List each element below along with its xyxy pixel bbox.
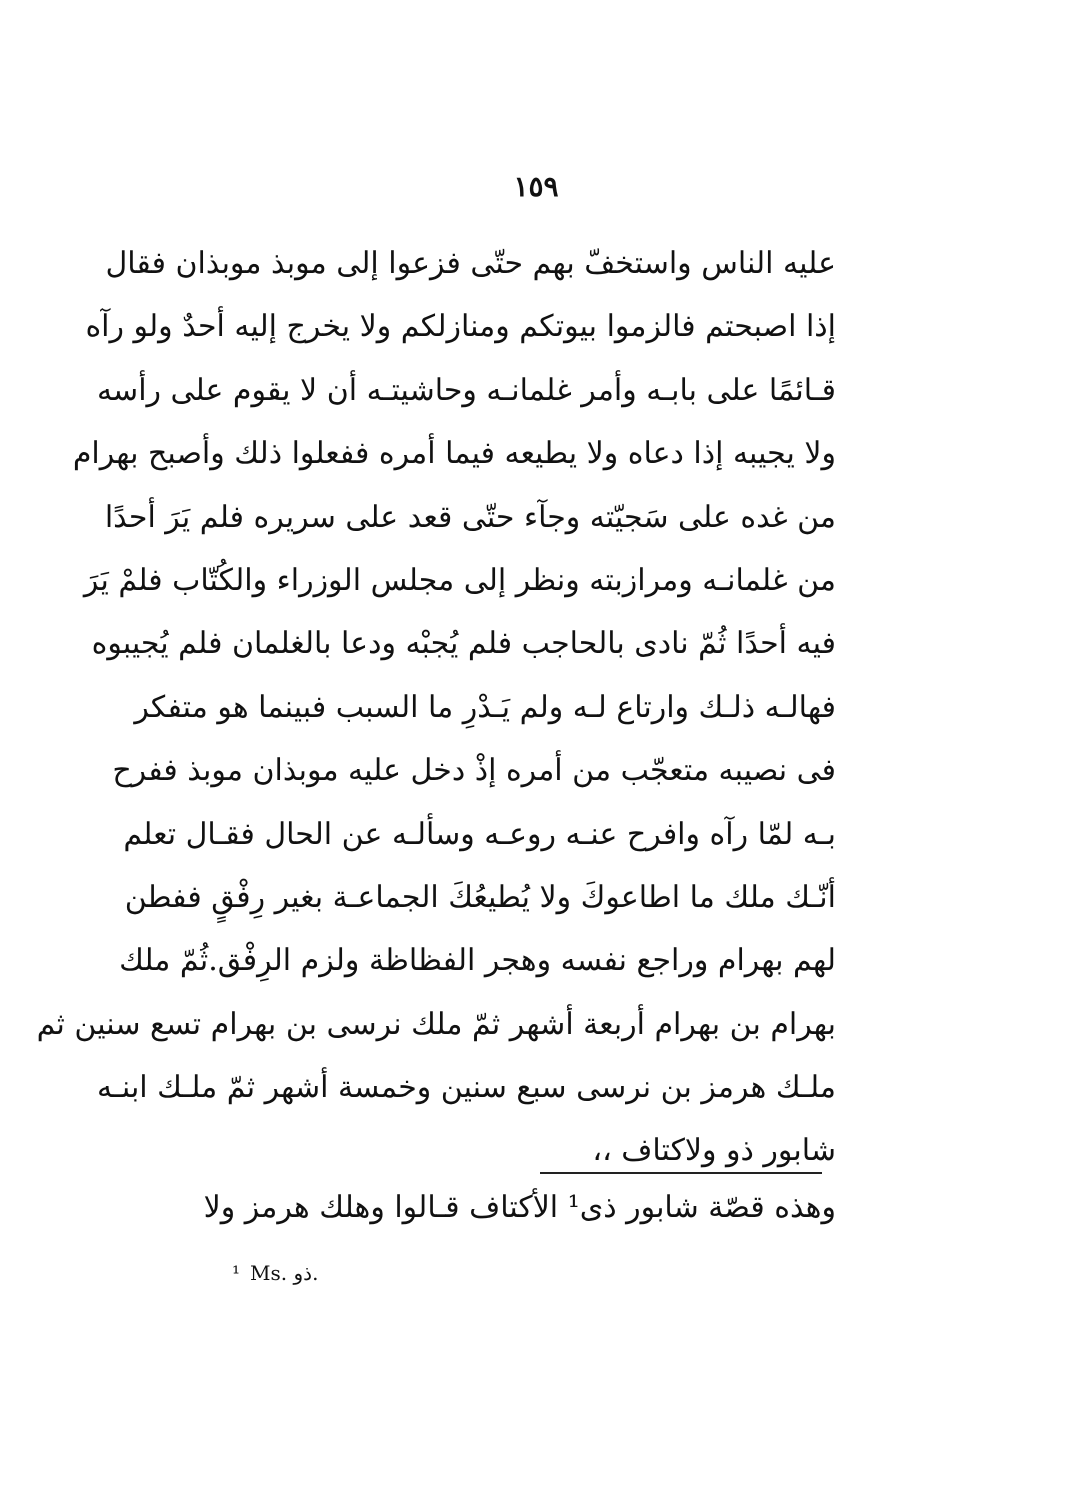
footnote-prefix: Ms.	[250, 1261, 288, 1285]
text-line: إذا اصبحتم فالزموا بيوتكم ومنازلكم ولا يخرج إليه أحدٌ ولو رآه	[85, 309, 836, 345]
text-line-after-divider: وهذه قصّة شابور ذى¹ الأكتاف قـالوا وهلك هرمز ولا	[203, 1190, 836, 1225]
text-line-last: شابور ذو ولاكتاف ،،	[592, 1133, 836, 1169]
text-line: عليه الناس واستخفّ بهم حتّى فزعوا إلى موبذ موبذان فقال	[105, 246, 836, 281]
footnote-suffix: .	[312, 1261, 319, 1285]
text-line: فى نصيبه متعجّب من أمره إذْ دخل عليه موبذان موبذ ففرح	[112, 753, 836, 789]
text-line: أنّـك ملك ما اطاعوكَ ولا يُطيعُكَ الجماعـة بغير رِفْقٍ ففطن	[124, 879, 836, 915]
text-line: بـه لمّا رآه وافرح عنـه روعـه وسألـه عن الحال فقـال تعلم	[123, 816, 836, 852]
text-line: من غلمانـه ومرازبته ونظر إلى مجلس الوزراء والكُتّاب فلمْ يَرَ	[83, 562, 836, 598]
page-number: ١٥٩	[513, 170, 559, 203]
footnote-mark: ¹	[232, 1261, 241, 1285]
text-line: قـائمًا على بابـه وأمر غلمانـه وحاشيتـه أن لا يقوم على رأسه	[96, 372, 836, 408]
text-line: ولا يجيبه إذا دعاه ولا يطيعه فيما أمره ففعلوا ذلك وأصبح بهرام	[72, 436, 836, 472]
text-line: لهم بهرام وراجع نفسه وهجر الفظاظة ولزم الرِفْق.ثُمّ ملك	[119, 943, 836, 979]
footnote	[232, 1258, 318, 1288]
text-line: فهالـه ذلـك وارتاع لـه ولم يَـدْرِ ما السبب فبينما هو متفكر	[134, 689, 836, 725]
text-line: فيه أحدًا ثُمّ نادى بالحاجب فلم يُجبْه ودعا بالغلمان فلم يُجيبوه	[91, 626, 836, 662]
body-text	[36, 232, 836, 1183]
text-line: ملـك هرمز بن نرسى سبع سنين وخمسة أشهر ثمّ ملـك ابنـه	[97, 1070, 836, 1106]
footnote-word: ذو	[293, 1261, 313, 1285]
text-line: من غده على سَجيّته وجآء حتّى قعد على سريره فلم يَرَ أحدًا	[104, 499, 836, 535]
section-divider	[540, 1172, 822, 1174]
text-line: بهرام بن بهرام أربعة أشهر ثمّ ملك نرسى بن بهرام تسع سنين ثم	[36, 1006, 836, 1042]
